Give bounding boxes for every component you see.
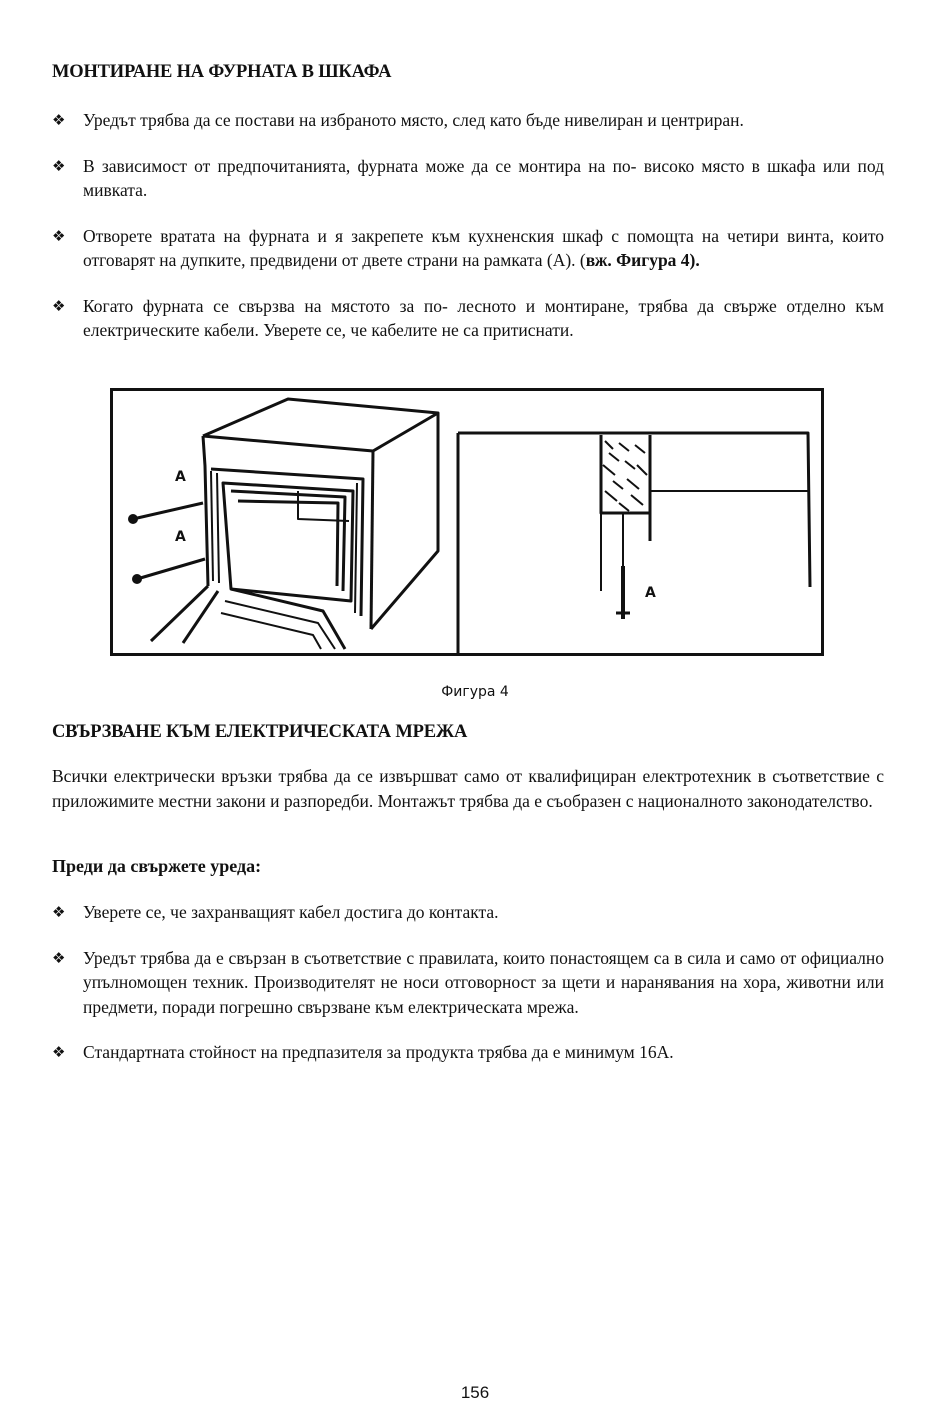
section-title-mounting: МОНТИРАНЕ НА ФУРНАТА В ШКАФА bbox=[52, 62, 392, 82]
screw-icon bbox=[128, 514, 138, 524]
before-connecting-heading: Преди да свържете уреда: bbox=[52, 856, 262, 876]
electrical-bullet-list bbox=[52, 900, 884, 1086]
oven-mounting-diagram bbox=[113, 391, 821, 653]
page-number: 156 bbox=[460, 1383, 490, 1402]
bullet-icon: ❖ bbox=[52, 226, 66, 245]
list-item: ❖ Уредът трябва да е свързан в съответствие с правилата, които понастоящем са в сила и само от официално упълномощен техник. Производителят не носи отговорност за щети и наранявания на хора, животни или предмети, поради погрешно свързване към електрическата мрежа. bbox=[52, 947, 884, 1017]
electrical-paragraph: Всички електрически връзки трябва да се извършват само от квалифициран електротехник в съответствие с приложимите местни закони и разпоредби. Монтажът трябва да е съобразен с националното законодателство. bbox=[52, 766, 884, 811]
screw-icon bbox=[132, 574, 142, 584]
figure-4-illustration bbox=[110, 388, 824, 656]
figure-caption: Фигура 4 bbox=[441, 684, 509, 700]
bullet-icon: ❖ bbox=[52, 111, 66, 129]
list-item: ❖ Отворете вратата на фурната и я закрепете към кухненския шкаф с помощта на четири винта, които отговарят на дупките, предвидени от двете страни на рамката (A). (вж. Фигура 4). bbox=[52, 225, 884, 270]
bullet-icon: ❖ bbox=[52, 1043, 66, 1061]
list-item: ❖ Уредът трябва да се постави на избраното място, след като бъде нивелиран и центриран. bbox=[52, 108, 884, 133]
list-item: ❖ Стандартната стойност на предпазителя за продукта трябва да е минимум 16А. bbox=[52, 1040, 884, 1065]
label-a-middle: A bbox=[175, 529, 186, 545]
figure-reference: вж. Фигура 4). bbox=[585, 250, 700, 270]
bullet-icon: ❖ bbox=[52, 296, 66, 315]
list-item: ❖ Уверете се, че захранващият кабел достига до контакта. bbox=[52, 900, 884, 925]
label-a-top: A bbox=[175, 469, 186, 485]
bullet-icon: ❖ bbox=[52, 948, 66, 967]
list-item: ❖ Когато фурната се свързва на мястото за по- лесното и монтиране, трябва да свърже отделно към електрическите кабели. Уверете се, че кабелите не са притиснати. bbox=[52, 295, 884, 340]
bullet-icon: ❖ bbox=[52, 903, 66, 921]
bullet-icon: ❖ bbox=[52, 156, 66, 175]
mounting-bullet-list bbox=[52, 108, 884, 364]
list-item: ❖ В зависимост от предпочитанията, фурната може да се монтира на по- високо място в шкафа или под мивката. bbox=[52, 155, 884, 200]
section-title-electrical: СВЪРЗВАНЕ КЪМ ЕЛЕКТРИЧЕСКАТА МРЕЖА bbox=[52, 722, 468, 742]
label-a-right: A bbox=[645, 585, 656, 601]
